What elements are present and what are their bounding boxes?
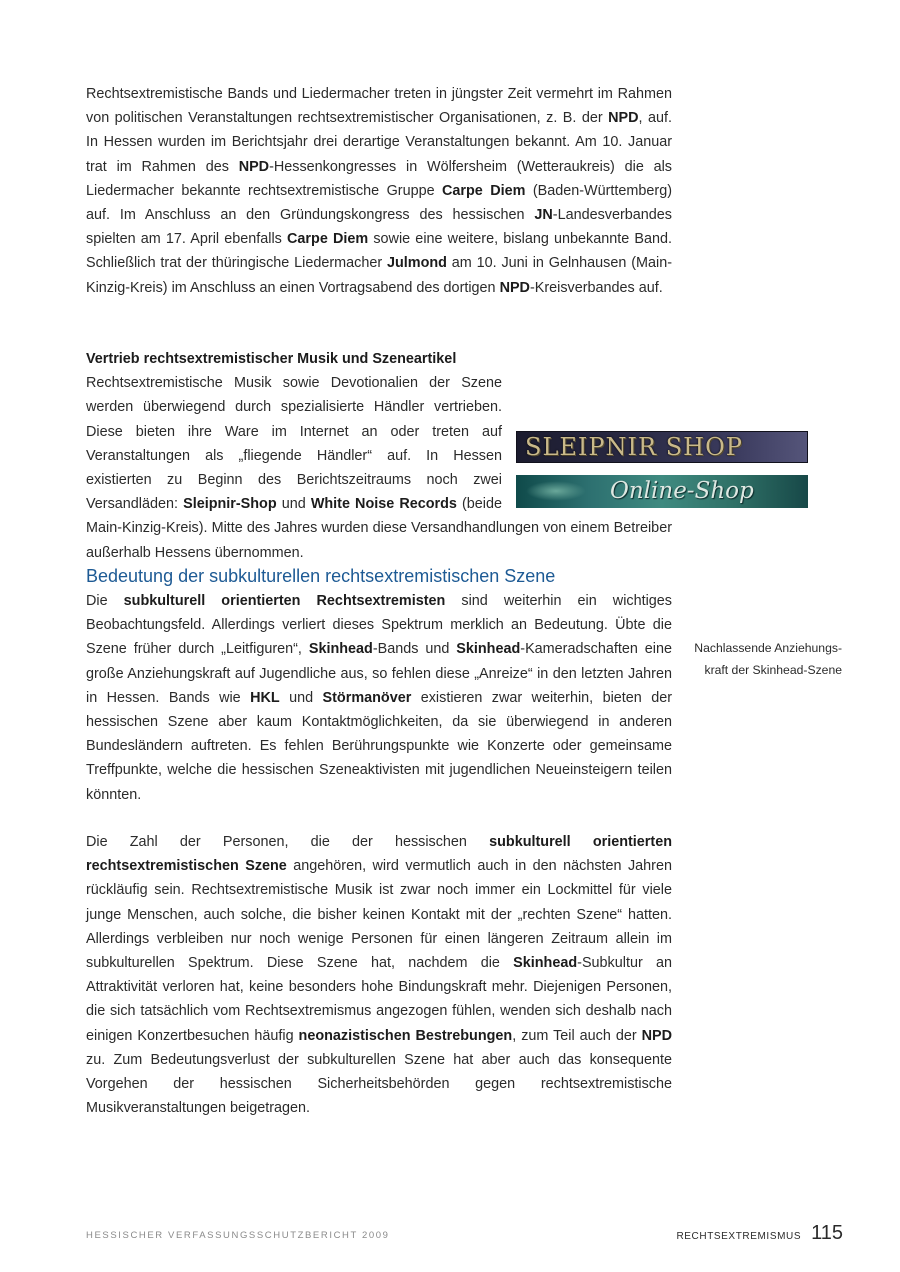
shop-banners [516, 431, 808, 508]
bold-term: Julmond [386, 255, 447, 272]
online-shop-banner: Online-Shop [516, 475, 808, 508]
margin-note: Nachlassende Anziehungs- kraft der Skinhead-Szene [694, 641, 842, 677]
bold-term: Sleipnir-Shop [183, 496, 277, 513]
footer-section-label: RECHTSEXTREMISMUS [676, 1231, 802, 1242]
section-distribution [86, 347, 754, 565]
footer-page-info [676, 1222, 843, 1245]
page-number: 115 [811, 1222, 843, 1244]
paragraph-bands-events: Rechtsextremistische Bands und Liedermacher treten in jüngster Zeit vermehrt im Rahmen von politischen Veranstaltungen rechtsextremistischer Organisationen, z. B. der NPD, auf. In Hessen wurden im Berichtsjahr drei derartige Veranstaltungen bekannt. Am 10. Januar trat im Rahmen des NPD-Hessenkongresses in Wölfersheim (Wetteraukreis) die als Liedermacher bekannte rechtsextremistische Gruppe Carpe Diem (Baden-Württemberg) auf. Im Anschluss an den Gründungskongress des hessischen JN-Landesverbandes spielten am 17. April ebenfalls Carpe Diem sowie eine weitere, bislang unbekannte Band. Schließlich trat der thüringische Liedermacher Julmond am 10. Juni in Gelnhausen (Main-Kinzig-Kreis) im Anschluss an einen Vortragsabend des dortigen NPD-Kreisverbandes auf. [86, 86, 673, 296]
bold-term: NPD [238, 158, 270, 175]
bold-term: Carpe Diem [442, 182, 526, 199]
bold-term: NPD [608, 110, 639, 127]
subheading: Vertrieb rechtsextremistischer Musik und Szeneartikel [86, 351, 457, 367]
bold-term: Skinhead [456, 641, 521, 658]
bold-term: White Noise Records [310, 496, 457, 513]
bold-term: HKL [250, 689, 280, 706]
bold-term: NPD [641, 1027, 672, 1044]
bold-term: Skinhead [513, 955, 578, 972]
bold-term: subkulturell orientierten Rechtsextremisten [123, 593, 446, 609]
sleipnir-shop-banner: SLEIPNIR SHOP [516, 431, 808, 463]
footer-report-title: HESSISCHER VERFASSUNGSSCHUTZBERICHT 2009 [86, 1230, 390, 1241]
paragraph-decline: Die Zahl der Personen, die der hessischen subkulturell orientierten rechtsextremistischen Szene angehören, wird vermutlich auch in den nächsten Jahren rückläufig sein. Rechtsextremistische Musik ist zwar noch immer ein Lockmittel für viele junge Menschen, auch solche, die bisher keinen Kontakt mit der „rechten Szene“ hatten. Allerdings verbleiben nur noch wenige Personen für einen längeren Zeitraum allein im subkulturellen Spektrum. Diese Szene hat, nachdem die Skinhead-Subkultur an Attraktivität verloren hat, keine besonders hohe Bindungskraft mehr. Diejenigen Personen, die sich tatsächlich vom Rechtsextremismus angezogen fühlen, wenden sich deshalb nach einigen Konzertbesuchen häufig neonazistischen Bestrebungen, zum Teil auch der NPD zu. Zum Bedeutungsverlust der subkulturellen Szene hat aber auch das konsequente Vorgehen der hessischen Sicherheitsbehörden gegen rechtsextremistische Musikveranstaltungen beigetragen. [86, 834, 673, 1117]
ornament-icon [526, 481, 586, 501]
bold-term: Störmanöver [322, 689, 412, 706]
paragraph-subculture: Die subkulturell orientierten Rechtsextremisten sind weiterhin ein wichtiges Beobachtungsfeld. Allerdings verliert dieses Spektrum merklich an Bedeutung. Übte die Szene früher durch „Leitfiguren“, Skinhead-Bands und Skinhead-Kameradschaften eine große Anziehungskraft auf Jugendliche aus, so fehlen diese „Anreize“ in den letzten Jahren in Hessen. Bands wie HKL und Störmanöver existieren zwar weiterhin, bieten der hessischen Szene aber kaum Kontaktmöglichkeiten, da sie überwiegend in anderen Bundesländern auftreten. Es fehlen Berührungspunkte wie Konzerte oder gemeinsame Treffpunkte, welche die hessischen Szeneaktivisten mit jugendlichen Neueinsteigern teilen könnten. [86, 593, 672, 803]
bold-term: Carpe Diem [287, 231, 369, 248]
bold-term: NPD [499, 279, 530, 296]
bold-term: JN [534, 207, 553, 224]
paragraph-distribution: SLEIPNIR SHOP Online-Shop Rechtsextremistische Musik sowie Devotionalien der Szene werden überwiegend durch spezialisierte Händler vertrieben. Diese bieten ihre Ware im Internet an oder treten auf Veranstaltungen als „fliegende Händler“ auf. In Hessen existierten zu Beginn des Berichtszeitraums noch zwei Versandläden: Sleipnir-Shop und White Noise Records (beide Main-Kinzig-Kreis). Mitte des Jahres wurden diese Versandhandlungen von einem Betreiber außerhalb Hessens übernommen. [86, 371, 672, 565]
bold-term: neonazistischen Bestrebungen [298, 1027, 513, 1044]
bold-term: subkulturell orientierten rechtsextremistischen Szene [86, 834, 672, 875]
bold-term: Skinhead [308, 641, 373, 658]
section-title: Bedeutung der subkulturellen rechtsextremistischen Szene [86, 566, 556, 586]
